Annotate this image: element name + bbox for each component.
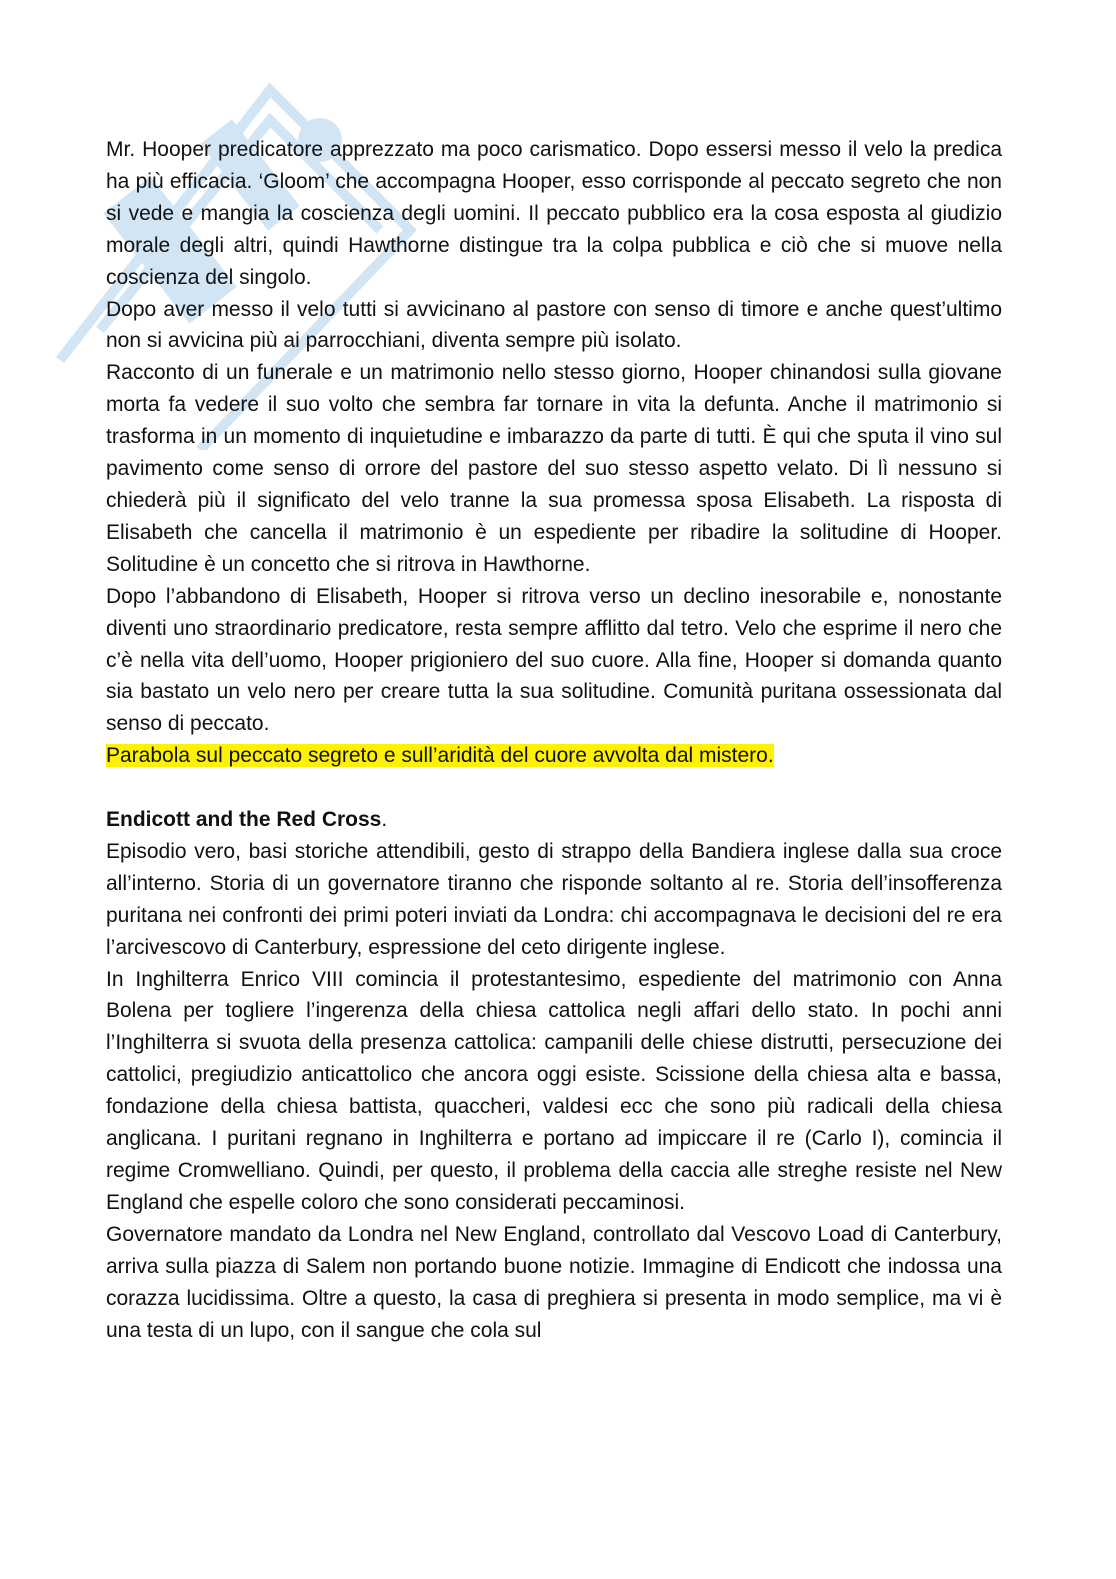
section-paragraph-1: Episodio vero, basi storiche attendibili, gesto di strappo della Bandiera inglese dalla sua croce all’interno. Storia di un governatore tiranno che risponde soltanto al re. Storia dell’insofferenza puritana nei confronti dei primi poteri inviati da Londra: chi accompagnava le decisioni del re era l’arcivescovo di Canterbury, espressione del ceto dirigente inglese.	[106, 839, 1002, 959]
highlighted-summary	[106, 740, 1002, 772]
section-paragraph-2: In Inghilterra Enrico VIII comincia il protestantesimo, espediente del matrimonio con Anna Bolena per togliere l’ingerenza della chiesa cattolica negli affari dello stato. In pochi anni l’Inghilterra si svuota della presenza cattolica: campanili delle chiese distrutti, persecuzione dei cattolici, pregiudizio anticattolico che ancora oggi esiste. Scissione della chiesa alta e bassa, fondazione della chiesa battista, quaccheri, valdesi ecc che sono più radicali della chiesa anglicana. I puritani regnano in Inghilterra e portano ad impiccare il re (Carlo I), comincia il regime Cromwelliano. Quindi, per questo, il problema della caccia alle streghe resiste nel New England che espelle coloro che sono considerati peccaminosi.	[106, 967, 1002, 1214]
section-paragraph-3: Governatore mandato da Londra nel New England, controllato dal Vescovo Load di Canterbury, arriva sulla piazza di Salem non portando buone notizie. Immagine di Endicott che indossa una corazza lucidissima. Oltre a questo, la casa di preghiera si presenta in modo semplice, ma vi è una testa di un lupo, con il sangue che cola sul	[106, 1222, 1002, 1342]
highlight-text: Parabola sul peccato segreto e sull’aridità del cuore avvolta dal mistero.	[106, 744, 774, 768]
blank-line	[106, 772, 1002, 804]
section-heading	[106, 804, 1002, 836]
paragraph-1: Mr. Hooper predicatore apprezzato ma poco carismatico. Dopo essersi messo il velo la predica ha più efficacia. ‘Gloom’ che accompagna Hooper, esso corrisponde al peccato segreto che non si vede e mangia la coscienza degli uomini. Il peccato pubblico era la cosa esposta al giudizio morale degli altri, quindi Hawthorne distingue tra la colpa pubblica e ciò che si muove nella coscienza del singolo.	[106, 138, 1002, 289]
document-body	[106, 134, 1002, 1346]
paragraph-3: Racconto di un funerale e un matrimonio nello stesso giorno, Hooper chinandosi sulla giovane morta fa vedere il suo volto che sembra far tornare in vita la defunta. Anche il matrimonio si trasforma in un momento di inquietudine e imbarazzo da parte di tutti. È qui che sputa il vino sul pavimento come senso di orrore del pastore del suo stesso aspetto velato. Di lì nessuno si chiederà più il significato del velo tranne la sua promessa sposa Elisabeth. La risposta di Elisabeth che cancella il matrimonio è un espediente per ribadire la solitudine di Hooper. Solitudine è un concetto che si ritrova in Hawthorne.	[106, 361, 1002, 576]
section-heading-text: Endicott and the Red Cross	[106, 808, 382, 832]
paragraph-2: Dopo aver messo il velo tutti si avvicinano al pastore con senso di timore e anche quest’ultimo non si avvicina più ai parrocchiani, diventa sempre più isolato.	[106, 297, 1002, 353]
paragraph-4: Dopo l’abbandono di Elisabeth, Hooper si ritrova verso un declino inesorabile e, nonostante diventi uno straordinario predicatore, resta sempre afflitto dal tetro. Velo che esprime il nero che c’è nella vita dell’uomo, Hooper prigioniero del suo cuore. Alla fine, Hooper si domanda quanto sia bastato un velo nero per creare tutta la sua solitudine. Comunità puritana ossessionata dal senso di peccato.	[106, 584, 1002, 736]
section-heading-period: .	[381, 808, 388, 832]
